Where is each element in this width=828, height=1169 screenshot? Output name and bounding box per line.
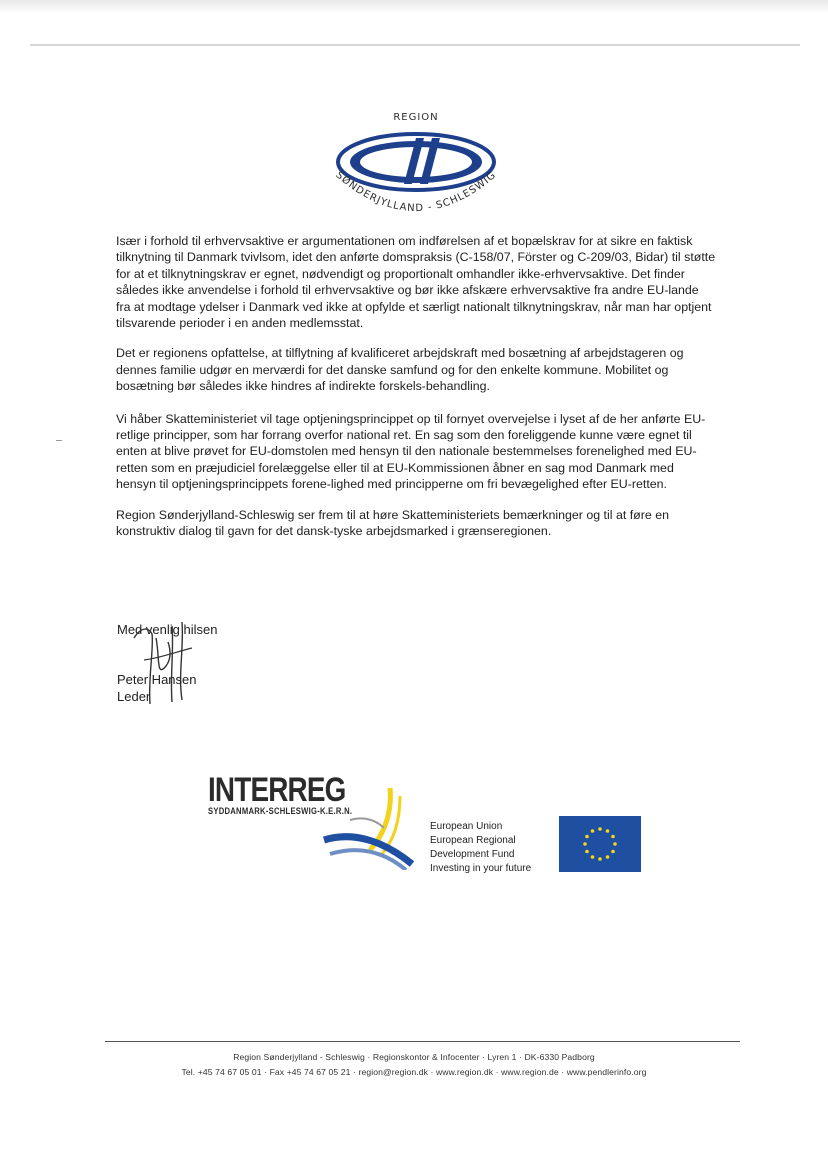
eu-flag-icon <box>559 816 641 872</box>
footer-contact: Tel. +45 74 67 05 01 · Fax +45 74 67 05 21 · region@region.dk · www.region.dk · www.region.de · www.pendlerinfo.org <box>181 1067 647 1077</box>
footer-address: Region Sønderjylland - Schleswig · Regionskontor & Infocenter · Lyren 1 · DK-6330 Padborg <box>233 1052 595 1062</box>
closing-greeting: Med venlig hilsen <box>117 622 218 637</box>
fold-mark <box>56 440 62 441</box>
eu-line-2: European Regional <box>430 835 516 846</box>
eu-line-1: European Union <box>430 821 503 832</box>
signatory-name: Peter Hansen <box>117 672 197 687</box>
region-logo <box>326 112 506 222</box>
logo-emblem-icon <box>326 126 506 224</box>
footer-rule <box>105 1041 740 1042</box>
eu-funding-text <box>430 820 531 876</box>
logo-region-label: REGION <box>393 112 439 123</box>
scan-top-shade <box>0 0 828 14</box>
logo-arc-text: SØNDERJYLLAND - SCHLESWIG <box>333 169 499 215</box>
paragraph-1: Især i forhold til erhvervsaktive er argumentationen om indførelsen af et bopælskrav for at sikre en faktisk tilknytning til Danmark tvivlsom, idet den anførte domspraksis (C-158/07, Förster og C-209/03, Bidar) til støtte for at et tilknytningskrav er egnet, nødvendigt og proportionalt omhandler ikke-erhvervsaktive. Det finder således ikke anvendelse i forhold til erhvervsaktive og bør ikke afskære erhvervsaktive fra andre EU-lande fra at modtage ydelser i Danmark ved ikke at opfylde et særligt nationalt tilknytningskrav, når man har optjent tilsvarende perioder i en anden medlemsstat. <box>116 234 716 331</box>
interreg-swoosh-icon <box>320 780 420 870</box>
signatory-title: Leder <box>117 689 151 704</box>
eu-line-4: Investing in your future <box>430 863 532 874</box>
interreg-subtitle: SYDDANMARK-SCHLESWIG-K.E.R.N. <box>208 806 353 816</box>
paragraph-2: Det er regionens opfattelse, at tilflytning af kvalificeret arbejdskraft med bosætning af arbejdstageren og dennes familie udgør en merværdi for det danske samfund og for den enkelte kommune. Mobilitet og bosætning bør således ikke hindres af indirekte forskels-behandling. <box>116 346 684 394</box>
interreg-title: INTERREG <box>208 771 346 809</box>
top-rule <box>30 44 800 46</box>
paragraph-3: Vi håber Skatteministeriet vil tage optjeningsprincippet op til fornyet overvejelse i lyset af de her anførte EU-retlige principper, som har forrang overfor national ret. En sag som den foreliggende kunne være egnet til enten at blive prøvet for EU-domstolen med hensyn til den nationale bestemmelses forenelighed med EU-retten som en præjudiciel forelæggelse eller til at EU-Kommissionen åbner en sag mod Danmark med hensyn til optjeningsprincippets forene-lighed med principperne om fri bevægelighed efter EU-retten. <box>116 411 706 492</box>
eu-line-3: Development Fund <box>430 849 515 860</box>
paragraph-4: Region Sønderjylland-Schleswig ser frem til at høre Skatteministeriets bemærkninger og til at føre en konstruktiv dialog til gavn for det dansk-tyske arbejdsmarked i grænseregionen. <box>116 507 669 539</box>
letter-body <box>116 233 716 556</box>
